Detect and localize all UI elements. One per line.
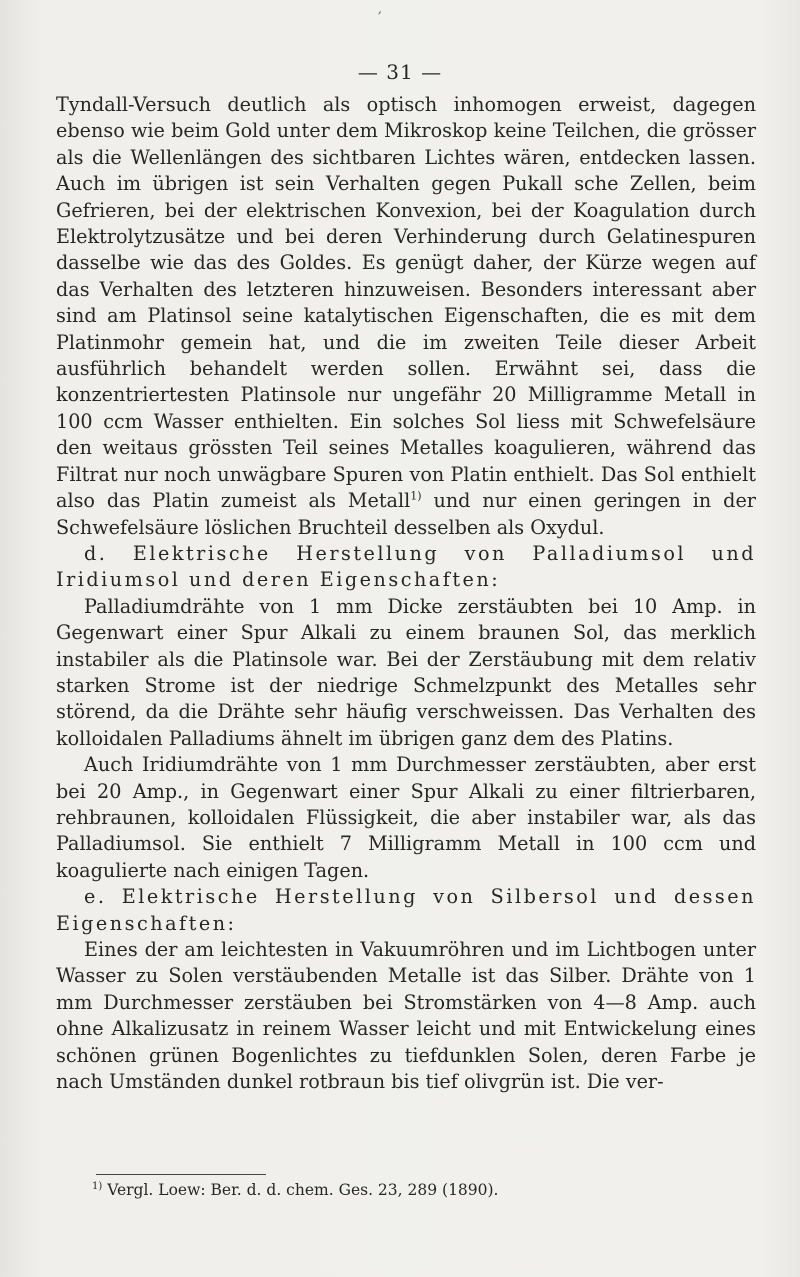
footnote-reference: 1) [410, 489, 422, 503]
body-text [56, 92, 756, 1095]
page-corner-mark: ′ [378, 8, 382, 27]
footnote [92, 1180, 732, 1200]
paragraph-silver: Eines der am leichtesten in Vakuumröhren und im Lichtbogen unter Wasser zu Solen verstäubenden Metalle ist das Silber. Drähte von 1 mm Durchmesser zerstäuben bei Stromstärken von 4—8 Amp. auch ohne Alkalizusatz in reinem Wasser leicht und mit Entwickelung eines schönen grünen Bogenlichtes zu tiefdunklen Solen, deren Farbe je nach Umständen dunkel rotbraun bis tief olivgrün ist. Die ver- [56, 938, 756, 1094]
footnote-marker: 1) [92, 1180, 103, 1192]
paragraph-iridium: Auch Iridiumdrähte von 1 mm Durchmesser zerstäubten, aber erst bei 20 Amp., in Gegenwart einer Spur Alkali zu einer filtrierbaren, rehbraunen, kolloidalen Flüssigkeit, die aber instabiler war, als das Palladiumsol. Sie enthielt 7 Milligramm Metall in 100 ccm und koagulierte nach einigen Tagen. [56, 753, 756, 882]
section-heading-silver: e. Elektrische Herstellung von Silbersol und dessen Eigenschaften: [56, 885, 756, 935]
section-heading-palladium-iridium: d. Elektrische Herstellung von Palladiumsol und Iridiumsol und deren Eigenschaften: [56, 541, 756, 592]
footnote-text: Vergl. Loew: Ber. d. d. chem. Ges. 23, 289 (1890). [107, 1181, 499, 1199]
footnote-divider [96, 1174, 266, 1175]
paragraph-platinum-continued: Tyndall-Versuch deutlich als optisch inhomogen erweist, dagegen ebenso wie beim Gold unter dem Mikroskop keine Teilchen, die grösser als die Wellenlängen des sichtbaren Lichtes wären, entdecken lassen. Auch im übrigen ist sein Verhalten gegen Pukall sche Zellen, beim Gefrieren, bei der elektrischen Konvexion, bei der Koagulation durch Elektrolytzusätze und bei deren Verhinderung durch Gelatinespuren dasselbe wie das des Goldes. Es genügt daher, der Kürze wegen auf das Verhalten des letzteren hinzuweisen. Besonders interessant aber sind am Platinsol seine katalytischen Eigenschaften, die es mit dem Platinmohr gemein hat, und die im zweiten Teile dieser Arbeit ausführlich behandelt werden sollen. Erwähnt sei, dass die konzentriertesten Platinsole nur ungefähr 20 Milligramme Metall in 100 ccm Wasser enthielten. Ein solches Sol liess mit Schwefelsäure den weitaus grössten Teil seines Metalles koagulieren, während das Filtrat nur noch unwägbare Spuren von Platin enthielt. Das Sol enthielt also das Platin zumeist als Metall$^{1)}$ und nur einen geringen in der Schwefelsäure löslichen Bruchteil desselben als Oxydul. [56, 93, 756, 539]
page-number: — 31 — [357, 60, 443, 84]
paragraph-palladium: Palladiumdrähte von 1 mm Dicke zerstäubten bei 10 Amp. in Gegenwart einer Spur Alkali zu einem braunen Sol, das merklich instabiler als die Platinsole war. Bei der Zerstäubung mit dem relativ starken Strome ist der niedrige Schmelzpunkt des Metalles sehr störend, da die Drähte sehr häufig verschweissen. Das Verhalten des kolloidalen Palladiums ähnelt im übrigen ganz dem des Platins. [56, 594, 756, 750]
